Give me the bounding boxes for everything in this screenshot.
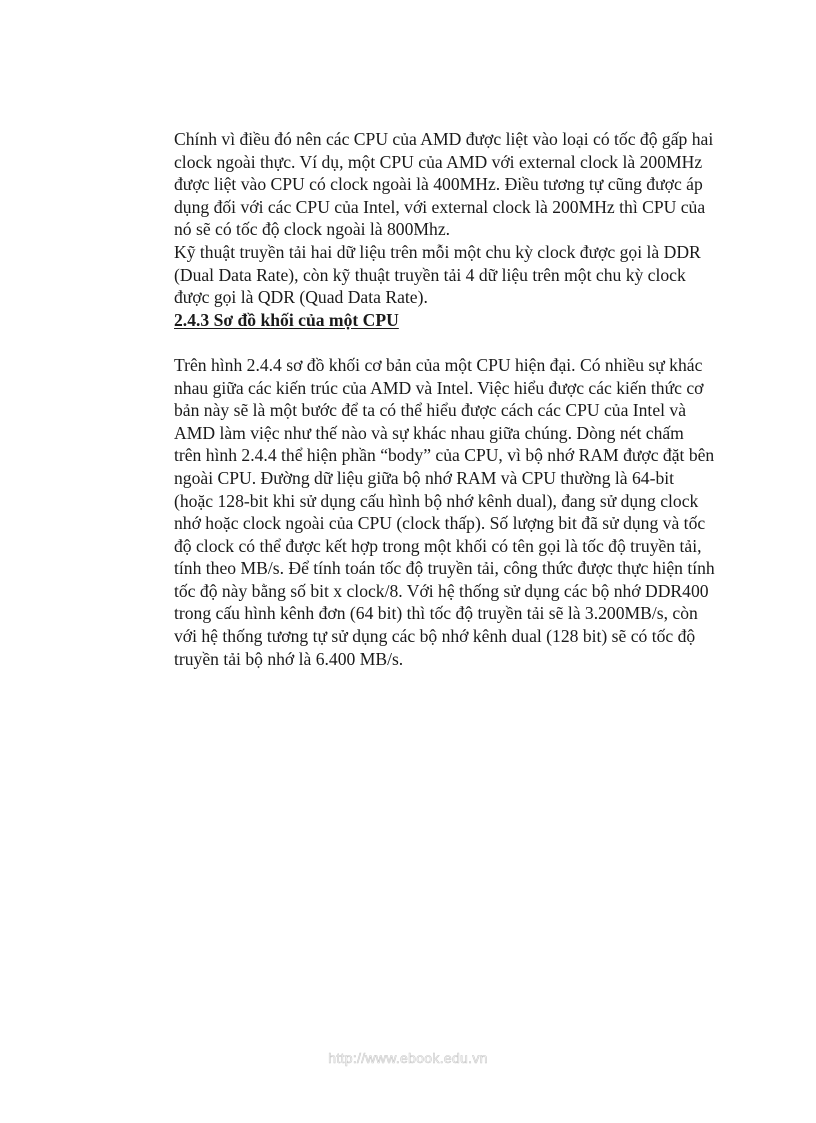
text-line: độ clock có thể được kết hợp trong một khối có tên gọi là tốc độ truyền tải, [174, 535, 702, 556]
text-line: ngoài CPU. Đường dữ liệu giữa bộ nhớ RAM và CPU thường là 64-bit [174, 467, 675, 488]
text-line: AMD làm việc như thế nào và sự khác nhau giữa chúng. Dòng nét chấm [174, 422, 684, 443]
text-line: (Dual Data Rate), còn kỹ thuật truyền tải 4 dữ liệu trên một chu kỳ clock [174, 264, 686, 285]
text-line: (hoặc 128-bit khi sử dụng cấu hình bộ nhớ kênh dual), đang sử dụng clock [174, 490, 699, 511]
text-line: nhau giữa các kiến trúc của AMD và Intel. Việc hiểu được các kiến thức cơ [174, 377, 704, 398]
text-line: trên hình 2.4.4 thể hiện phần “body” của CPU, vì bộ nhớ RAM được đặt bên [174, 445, 715, 466]
text-line: nó sẽ có tốc độ clock ngoài là 800Mhz. [174, 219, 451, 240]
text-line: Kỹ thuật truyền tải hai dữ liệu trên mỗi một chu kỳ clock được gọi là DDR [174, 241, 701, 262]
document-body [174, 128, 754, 670]
text-line: với hệ thống tương tự sử dụng các bộ nhớ kênh dual (128 bit) sẽ có tốc độ [174, 626, 696, 647]
text-line: clock ngoài thực. Ví dụ, một CPU của AMD với external clock là 200MHz [174, 151, 703, 172]
paragraph-cpu-clock-rating [174, 128, 754, 241]
text-line: được liệt vào CPU có clock ngoài là 400MHz. Điều tương tự cũng được áp [174, 174, 703, 195]
blank-line [174, 331, 754, 354]
text-line: được gọi là QDR (Quad Data Rate). [174, 287, 428, 308]
text-line: Trên hình 2.4.4 sơ đồ khối cơ bản của một CPU hiện đại. Có nhiều sự khác [174, 354, 703, 375]
paragraph-ddr-qdr [174, 241, 754, 309]
text-line: dụng đối với các CPU của Intel, với external clock là 200MHz thì CPU của [174, 196, 706, 217]
text-line: trong cấu hình kênh đơn (64 bit) thì tốc độ truyền tải sẽ là 3.200MB/s, còn [174, 603, 698, 624]
text-line: tốc độ này bằng số bit x clock/8. Với hệ thống sử dụng các bộ nhớ DDR400 [174, 580, 709, 601]
section-heading: 2.4.3 Sơ đồ khối của một CPU [174, 309, 399, 330]
text-line: truyền tải bộ nhớ là 6.400 MB/s. [174, 648, 404, 669]
text-line: bản này sẽ là một bước để ta có thể hiểu được cách các CPU của Intel và [174, 400, 687, 421]
text-line: nhớ hoặc clock ngoài của CPU (clock thấp). Số lượng bit đã sử dụng và tốc [174, 513, 706, 534]
footer-watermark-url: http://www.ebook.edu.vn [328, 1050, 488, 1066]
text-line: Chính vì điều đó nên các CPU của AMD được liệt vào loại có tốc độ gấp hai [174, 129, 714, 149]
text-line: tính theo MB/s. Để tính toán tốc độ truyền tải, công thức được thực hiện tính [174, 558, 715, 579]
paragraph-cpu-block-diagram [174, 354, 754, 670]
